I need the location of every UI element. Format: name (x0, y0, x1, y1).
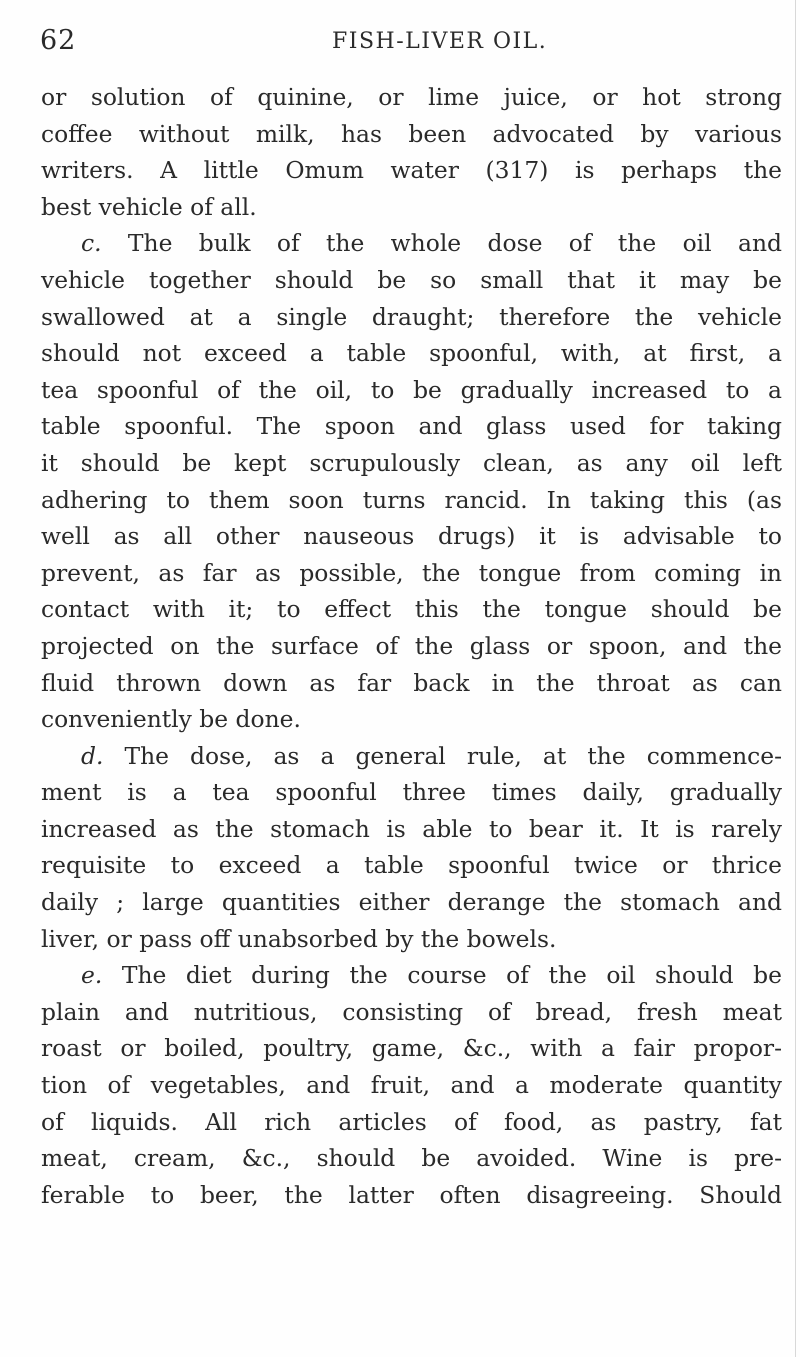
text-line: tea spoonful of the oil, to be gradually increased to a (41, 375, 782, 404)
text-line: increased as the stomach is able to bear it. It is rarely (41, 814, 782, 843)
page-number: 62 (40, 25, 77, 56)
paragraph-d-first-line: d. The dose, as a general rule, at the commence- (81, 741, 782, 770)
text-line: or solution of quinine, or lime juice, or hot strong (41, 83, 782, 111)
text-line: writers. A little Omum water (317) is perhaps the (41, 156, 782, 185)
text-line: requisite to exceed a table spoonful twice or thrice (41, 851, 782, 880)
text-line: liver, or pass off unabsorbed by the bowels. (41, 924, 557, 953)
text-line: conveniently be done. (41, 705, 301, 734)
text-line: coffee without milk, has been advocated by various (41, 119, 782, 148)
paragraph-letter: c. (81, 229, 102, 258)
text-line: projected on the surface of the glass or spoon, and the (41, 631, 782, 660)
text-line: it should be kept scrupulously clean, as any oil left (41, 448, 782, 477)
text-line: meat, cream, &c., should be avoided. Wine is pre- (41, 1144, 782, 1173)
text-line: vehicle together should be so small that it may be (41, 265, 782, 294)
text-line: daily ; large quantities either derange the stomach and (41, 888, 782, 917)
text-line: fluid thrown down as far back in the throat as can (41, 668, 782, 697)
text-line: should not exceed a table spoonful, with, at first, a (41, 339, 782, 368)
text-line: prevent, as far as possible, the tongue from coming in (41, 558, 782, 587)
text-line: roast or boiled, poultry, game, &c., with a fair propor- (41, 1034, 782, 1063)
text-line: swallowed at a single draught; therefore the vehicle (41, 302, 782, 331)
text-line: of liquids. All rich articles of food, as pastry, fat (41, 1107, 782, 1136)
paragraph-letter: e. (81, 961, 103, 990)
text-line: ment is a tea spoonful three times daily, gradually (41, 778, 782, 807)
text-line: plain and nutritious, consisting of bread, fresh meat (41, 997, 782, 1026)
page-header (40, 25, 770, 65)
text-line: table spoonful. The spoon and glass used for taking (41, 412, 782, 441)
page-edge (795, 0, 796, 1357)
text-line: tion of vegetables, and fruit, and a moderate quantity (41, 1071, 782, 1100)
text-line: contact with it; to effect this the tongue should be (41, 595, 782, 624)
text-line: best vehicle of all. (41, 192, 257, 221)
body-text (41, 79, 782, 1213)
text-line: adhering to them soon turns rancid. In taking this (as (41, 485, 782, 514)
running-title: FISH-LIVER OIL. (332, 29, 548, 54)
paragraph-e-first-line: e. The diet during the course of the oil should be (81, 961, 782, 990)
paragraph-c-first-line: c. The bulk of the whole dose of the oil and (81, 229, 782, 258)
paragraph-letter: d. (81, 741, 104, 770)
text-line: well as all other nauseous drugs) it is advisable to (41, 522, 782, 551)
text-line: ferable to beer, the latter often disagreeing. Should (41, 1180, 782, 1209)
